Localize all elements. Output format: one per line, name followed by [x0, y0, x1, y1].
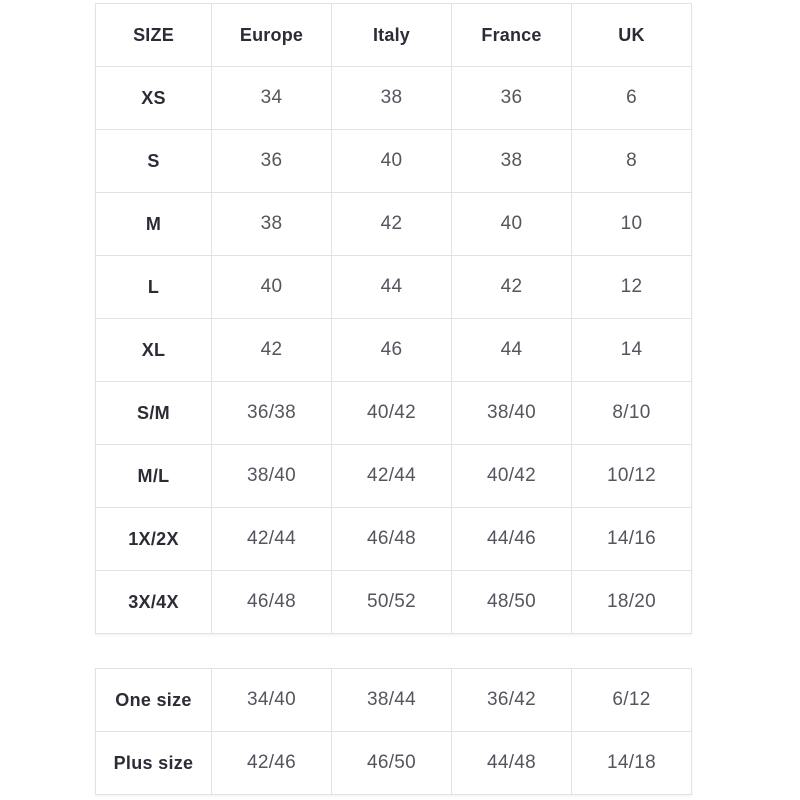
column-header-france: France: [452, 4, 572, 67]
value-cell: 10/12: [572, 445, 692, 508]
value-cell: 42/46: [212, 732, 332, 795]
value-cell: 34/40: [212, 669, 332, 732]
table-row: [96, 193, 692, 256]
size-label-cell: M/L: [96, 445, 212, 508]
value-cell: 42: [212, 319, 332, 382]
value-cell: 8: [572, 130, 692, 193]
value-cell: 50/52: [332, 571, 452, 634]
value-cell: 40/42: [332, 382, 452, 445]
column-header-italy: Italy: [332, 4, 452, 67]
table-row: [96, 445, 692, 508]
table-row: [96, 571, 692, 634]
value-cell: 46/48: [212, 571, 332, 634]
value-cell: 34: [212, 67, 332, 130]
value-cell: 14/18: [572, 732, 692, 795]
value-cell: 8/10: [572, 382, 692, 445]
value-cell: 42: [452, 256, 572, 319]
value-cell: 36: [212, 130, 332, 193]
value-cell: 38/40: [212, 445, 332, 508]
value-cell: 44/46: [452, 508, 572, 571]
column-header-size: SIZE: [96, 4, 212, 67]
value-cell: 6/12: [572, 669, 692, 732]
value-cell: 40: [452, 193, 572, 256]
value-cell: 36: [452, 67, 572, 130]
table-row: [96, 319, 692, 382]
header-row: [96, 4, 692, 67]
size-label-cell: Plus size: [96, 732, 212, 795]
table-row: [96, 382, 692, 445]
value-cell: 46/48: [332, 508, 452, 571]
value-cell: 42: [332, 193, 452, 256]
table-row: [96, 67, 692, 130]
size-label-cell: M: [96, 193, 212, 256]
value-cell: 18/20: [572, 571, 692, 634]
value-cell: 40/42: [452, 445, 572, 508]
value-cell: 38: [332, 67, 452, 130]
value-cell: 42/44: [212, 508, 332, 571]
table-row: [96, 256, 692, 319]
value-cell: 44: [332, 256, 452, 319]
value-cell: 42/44: [332, 445, 452, 508]
value-cell: 12: [572, 256, 692, 319]
value-cell: 40: [212, 256, 332, 319]
value-cell: 36/38: [212, 382, 332, 445]
size-label-cell: 1X/2X: [96, 508, 212, 571]
value-cell: 46: [332, 319, 452, 382]
table-row: [96, 669, 692, 732]
size-label-cell: L: [96, 256, 212, 319]
one-size-table: [95, 668, 692, 795]
size-label-cell: XS: [96, 67, 212, 130]
value-cell: 14/16: [572, 508, 692, 571]
value-cell: 40: [332, 130, 452, 193]
value-cell: 44: [452, 319, 572, 382]
value-cell: 38/44: [332, 669, 452, 732]
value-cell: 10: [572, 193, 692, 256]
value-cell: 38: [212, 193, 332, 256]
value-cell: 38/40: [452, 382, 572, 445]
size-guide: [95, 3, 691, 795]
column-header-uk: UK: [572, 4, 692, 67]
value-cell: 6: [572, 67, 692, 130]
table-row: [96, 130, 692, 193]
value-cell: 44/48: [452, 732, 572, 795]
value-cell: 46/50: [332, 732, 452, 795]
size-conversion-table: [95, 3, 692, 634]
column-header-europe: Europe: [212, 4, 332, 67]
size-label-cell: S/M: [96, 382, 212, 445]
value-cell: 36/42: [452, 669, 572, 732]
size-label-cell: S: [96, 130, 212, 193]
value-cell: 14: [572, 319, 692, 382]
size-label-cell: One size: [96, 669, 212, 732]
size-label-cell: 3X/4X: [96, 571, 212, 634]
tables-gap: [95, 634, 691, 668]
size-label-cell: XL: [96, 319, 212, 382]
table-row: [96, 508, 692, 571]
value-cell: 38: [452, 130, 572, 193]
value-cell: 48/50: [452, 571, 572, 634]
table-row: [96, 732, 692, 795]
